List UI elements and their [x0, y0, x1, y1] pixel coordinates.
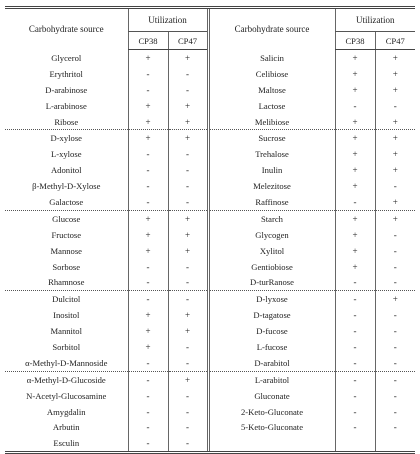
left-cp47-cell: -	[168, 404, 208, 420]
right-cp38-cell: +	[335, 227, 375, 243]
table-row	[5, 98, 415, 114]
right-cp47-cell: +	[375, 146, 415, 162]
right-source-cell: Melibiose	[208, 114, 335, 130]
table-row	[5, 178, 415, 194]
right-source-cell: 5-Keto-Gluconate	[208, 419, 335, 435]
right-source-cell: Gluconate	[208, 388, 335, 404]
right-cp47-cell: -	[375, 371, 415, 387]
left-cp38-cell: -	[128, 291, 168, 307]
carbohydrate-utilization-table-wrapper	[5, 6, 415, 454]
right-cp47-cell: +	[375, 210, 415, 226]
right-cp38-cell: -	[335, 194, 375, 210]
left-cp38-cell: -	[128, 146, 168, 162]
right-cp38-cell: -	[335, 98, 375, 114]
left-cp38-cell: +	[128, 307, 168, 323]
left-cp38-cell: -	[128, 194, 168, 210]
left-cp47-cell: -	[168, 178, 208, 194]
right-source-cell: Salicin	[208, 50, 335, 66]
table-row	[5, 50, 415, 66]
right-cp38-cell: +	[335, 259, 375, 275]
table-row	[5, 162, 415, 178]
header-source-right: Carbohydrate source	[208, 8, 335, 50]
left-cp38-cell: +	[128, 114, 168, 130]
table-row	[5, 243, 415, 259]
left-cp47-cell: +	[168, 323, 208, 339]
left-cp38-cell: +	[128, 243, 168, 259]
header-strain1-right: CP38	[335, 32, 375, 50]
left-cp38-cell: -	[128, 355, 168, 371]
table-row	[5, 259, 415, 275]
left-cp38-cell: -	[128, 162, 168, 178]
left-cp47-cell: +	[168, 243, 208, 259]
left-cp38-cell: -	[128, 388, 168, 404]
left-source-cell: Glycerol	[51, 52, 82, 63]
table-row	[5, 274, 415, 290]
header-strain2-left: CP47	[168, 32, 208, 50]
left-cp38-cell: +	[128, 323, 168, 339]
left-cp47-cell: -	[168, 339, 208, 355]
right-cp38-cell: -	[335, 371, 375, 387]
left-cp38-cell: -	[128, 404, 168, 420]
right-cp47-cell: +	[375, 82, 415, 98]
left-source-cell: Erythritol	[49, 68, 83, 79]
left-source-cell: Esculin	[5, 435, 128, 452]
left-cp47-cell: +	[168, 371, 208, 387]
right-cp47-cell: -	[375, 98, 415, 114]
right-source-cell: Sucrose	[208, 130, 335, 146]
right-cp38-cell: +	[335, 162, 375, 178]
left-source-cell: Sorbitol	[52, 341, 81, 352]
right-cp38-cell: -	[335, 291, 375, 307]
left-source-cell: Rhamnose	[5, 274, 128, 290]
left-cp38-cell: -	[128, 259, 168, 275]
right-source-cell: D-lyxose	[208, 291, 335, 307]
table-row	[5, 404, 415, 420]
left-source-cell: Arbutin	[52, 422, 80, 433]
right-cp47-cell: +	[375, 50, 415, 66]
table-row	[5, 114, 415, 130]
left-cp47-cell: -	[168, 162, 208, 178]
left-cp47-cell: -	[168, 355, 208, 371]
left-cp47-cell: -	[168, 194, 208, 210]
left-cp47-cell: -	[168, 419, 208, 435]
right-cp47-cell	[375, 435, 415, 452]
right-cp47-cell: +	[375, 114, 415, 130]
right-source-cell: L-arabitol	[208, 371, 335, 387]
left-source-cell: α-Methyl-D-Mannoside	[5, 355, 128, 371]
right-source-cell: Melezitose	[208, 178, 335, 194]
left-cp47-cell: +	[168, 98, 208, 114]
right-source-cell: D-tagatose	[208, 307, 335, 323]
right-source-cell: D-arabitol	[208, 355, 335, 371]
right-cp38-cell: +	[335, 178, 375, 194]
left-source-cell: Sorbose	[52, 261, 81, 272]
right-cp38-cell: +	[335, 243, 375, 259]
left-cp38-cell: +	[128, 50, 168, 66]
left-source-cell: D-arabinose	[45, 84, 88, 95]
left-cp47-cell: -	[168, 66, 208, 82]
right-source-cell: Raffinose	[208, 194, 335, 210]
table-row	[5, 355, 415, 371]
right-cp47-cell: -	[375, 259, 415, 275]
left-cp38-cell: +	[128, 227, 168, 243]
left-cp47-cell: -	[168, 435, 208, 452]
right-source-cell: Trehalose	[208, 146, 335, 162]
left-source-cell: Inositol	[53, 310, 80, 321]
right-source-cell: Maltose	[208, 82, 335, 98]
table-row	[5, 339, 415, 355]
left-cp38-cell: +	[128, 130, 168, 146]
right-cp47-cell: -	[375, 307, 415, 323]
right-cp38-cell: -	[335, 404, 375, 420]
left-cp38-cell: -	[128, 82, 168, 98]
left-source-cell: Dulcitol	[52, 294, 81, 305]
left-source-cell: Mannose	[50, 245, 82, 256]
right-cp47-cell: +	[375, 194, 415, 210]
right-source-cell: Glycogen	[208, 227, 335, 243]
left-source-cell: α-Methyl-D-Glucoside	[26, 374, 106, 385]
right-cp38-cell: +	[335, 82, 375, 98]
left-cp38-cell: +	[128, 210, 168, 226]
right-cp47-cell: -	[375, 178, 415, 194]
right-cp38-cell: -	[335, 355, 375, 371]
right-cp38-cell: -	[335, 419, 375, 435]
table-row	[5, 388, 415, 404]
left-source-cell: Amygdalin	[46, 406, 86, 417]
right-cp47-cell: -	[375, 404, 415, 420]
right-cp38-cell: -	[335, 339, 375, 355]
right-cp38-cell: +	[335, 66, 375, 82]
table-row	[5, 146, 415, 162]
left-cp47-cell: -	[168, 388, 208, 404]
right-cp47-cell: -	[375, 227, 415, 243]
left-source-cell: L-arabinose	[45, 100, 87, 111]
left-cp47-cell: -	[168, 274, 208, 290]
left-cp38-cell: -	[128, 178, 168, 194]
left-source-cell: Fructose	[51, 229, 82, 240]
right-source-cell: L-fucose	[208, 339, 335, 355]
left-source-cell: D-xylose	[50, 133, 82, 144]
right-cp38-cell: -	[335, 307, 375, 323]
left-cp47-cell: +	[168, 114, 208, 130]
left-cp47-cell: -	[168, 146, 208, 162]
left-source-cell: N-Acetyl-Glucosamine	[26, 390, 107, 401]
right-cp47-cell: +	[375, 162, 415, 178]
right-source-cell: Starch	[208, 210, 335, 226]
right-cp47-cell: -	[375, 388, 415, 404]
left-cp47-cell: +	[168, 130, 208, 146]
table-row	[5, 194, 415, 210]
left-cp38-cell: +	[128, 339, 168, 355]
right-source-cell: 2-Keto-Gluconate	[208, 404, 335, 420]
left-source-cell: Glucose	[52, 213, 81, 224]
table-row	[5, 66, 415, 82]
left-cp38-cell: -	[128, 274, 168, 290]
table-row	[5, 291, 415, 307]
table-row	[5, 323, 415, 339]
right-cp47-cell: -	[375, 274, 415, 290]
right-source-cell: Lactose	[208, 98, 335, 114]
right-source-cell: D-fucose	[208, 323, 335, 339]
header-strain2-right: CP47	[375, 32, 415, 50]
right-cp47-cell: -	[375, 419, 415, 435]
right-cp38-cell	[335, 435, 375, 452]
right-cp38-cell: +	[335, 50, 375, 66]
left-source-cell: L-xylose	[50, 149, 82, 160]
right-cp38-cell: -	[335, 388, 375, 404]
left-cp47-cell: -	[168, 291, 208, 307]
table-body	[5, 50, 415, 453]
right-cp47-cell: -	[375, 243, 415, 259]
left-source-cell: Adonitol	[50, 165, 82, 176]
left-cp38-cell: +	[128, 98, 168, 114]
right-cp47-cell: -	[375, 323, 415, 339]
right-cp47-cell: +	[375, 66, 415, 82]
table-row	[5, 227, 415, 243]
right-source-cell: Celibiose	[208, 66, 335, 82]
right-cp38-cell: +	[335, 146, 375, 162]
table-row	[5, 130, 415, 146]
carbohydrate-utilization-table	[5, 6, 415, 454]
left-cp47-cell: +	[168, 307, 208, 323]
left-cp47-cell: -	[168, 82, 208, 98]
left-cp38-cell: -	[128, 435, 168, 452]
right-cp38-cell: +	[335, 114, 375, 130]
left-source-cell: Ribose	[5, 114, 128, 130]
left-cp47-cell: +	[168, 227, 208, 243]
right-cp38-cell: +	[335, 210, 375, 226]
left-source-cell: Galactose	[5, 194, 128, 210]
right-source-cell: Gentiobiose	[208, 259, 335, 275]
table-row	[5, 82, 415, 98]
header-utilization-right: Utilization	[335, 8, 415, 32]
right-cp47-cell: +	[375, 291, 415, 307]
table-row	[5, 371, 415, 387]
right-source-cell: Inulin	[208, 162, 335, 178]
right-source-cell: D-turRanose	[208, 274, 335, 290]
right-cp47-cell: -	[375, 339, 415, 355]
left-cp47-cell: -	[168, 259, 208, 275]
right-cp38-cell: -	[335, 323, 375, 339]
right-cp47-cell: -	[375, 355, 415, 371]
left-cp38-cell: -	[128, 66, 168, 82]
right-cp38-cell: +	[335, 130, 375, 146]
table-row	[5, 210, 415, 226]
left-cp38-cell: -	[128, 419, 168, 435]
left-cp38-cell: -	[128, 371, 168, 387]
right-cp47-cell: +	[375, 130, 415, 146]
header-source-left: Carbohydrate source	[5, 8, 128, 50]
header-strain1-left: CP38	[128, 32, 168, 50]
left-cp47-cell: +	[168, 210, 208, 226]
header-utilization-left: Utilization	[128, 8, 208, 32]
table-row	[5, 307, 415, 323]
table-row	[5, 435, 415, 452]
right-source-cell	[208, 435, 335, 452]
left-cp47-cell: +	[168, 50, 208, 66]
left-source-cell: Mannitol	[50, 326, 82, 337]
left-source-cell: β-Methyl-D-Xylose	[32, 181, 101, 192]
table-row	[5, 419, 415, 435]
right-source-cell: Xylitol	[208, 243, 335, 259]
right-cp38-cell: -	[335, 274, 375, 290]
